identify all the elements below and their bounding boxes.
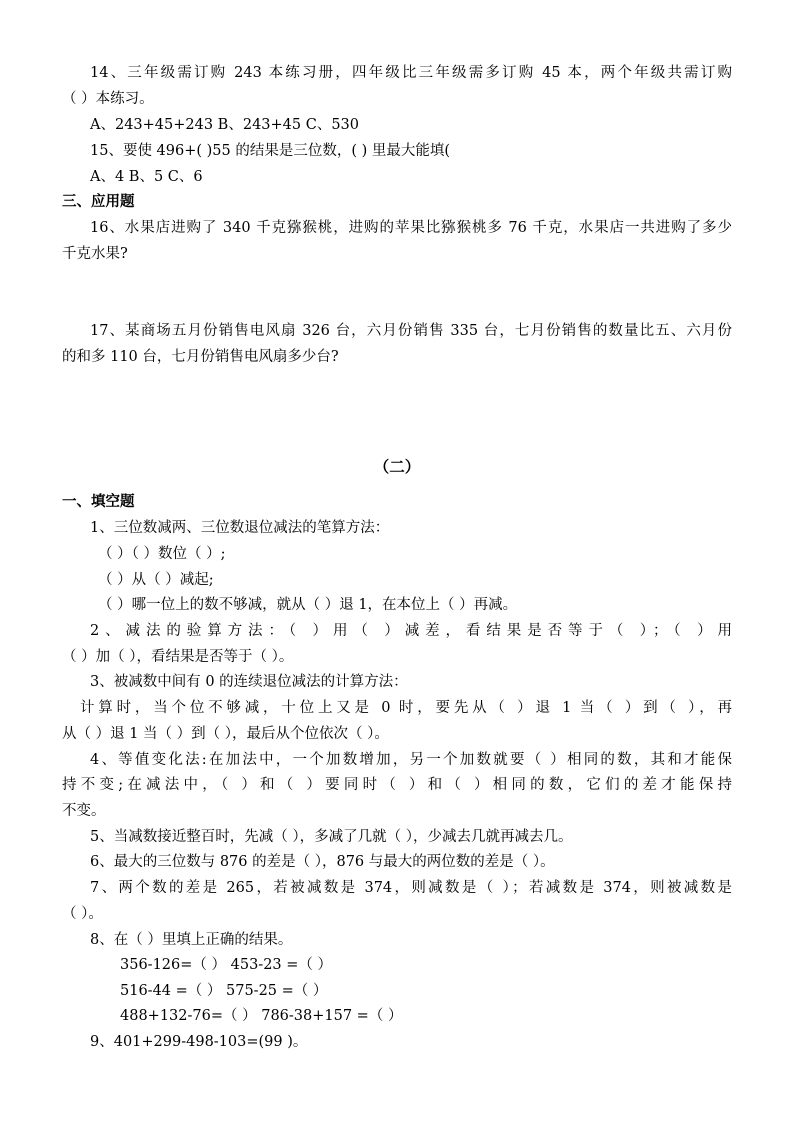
question-3-line-1: 计算时，当个位不够减，十位上又是 0 时，要先从（ ）退 1 当（ ）到（ ），再 [80, 700, 732, 716]
question-16-line-2: 千克水果? [62, 246, 128, 262]
question-4-line-2: 持不变;在减法中，（ ）和（ ）要同时（ ）和（ ）相同的数，它们的差才能保持 [62, 777, 732, 793]
question-8-row-2: 516-44 =（ ） 575-25 =（ ） [120, 983, 328, 999]
question-14-line-2: （ ）本练习。 [62, 91, 154, 107]
question-15: 15、要使 496+( )55 的结果是三位数，( ) 里最大能填( [90, 143, 451, 159]
question-8-row-3: 488+132-76=（ ） 786-38+157 =（ ） [120, 1008, 403, 1024]
question-3: 3、被减数中间有 0 的连续退位减法的计算方法： [90, 674, 408, 690]
question-5: 5、当减数接近整百时，先减（ ），多减了几就（ ），少减去几就再减去几。 [90, 829, 573, 845]
question-9: 9、401+299-498-103=(99 )。 [90, 1034, 308, 1050]
question-14-options: A、243+45+243 B、243+45 C、530 [90, 117, 359, 133]
question-15-options: A、4 B、5 C、6 [90, 169, 203, 185]
section-heading-fill-blanks: 一、填空题 [62, 494, 135, 510]
question-2-line-1: 2、减法的验算方法：（ ）用（ ）减差，看结果是否等于（ ）；（ ）用 [90, 623, 732, 639]
question-6: 6、最大的三位数与 876 的差是（ ），876 与最大的两位数的差是（ ）。 [90, 854, 555, 870]
question-3-line-2: 从（ ）退 1 当（ ）到（ ），最后从个位依次（ ）。 [62, 726, 389, 742]
question-4-line-3: 不变。 [62, 803, 106, 819]
question-7-line-2: （ ）。 [62, 906, 103, 922]
question-1: 1、三位数减两、三位数退位减法的笔算方法： [90, 520, 390, 536]
question-7-line-1: 7、两个数的差是 265，若被减数是 374，则减数是（ ）；若减数是 374，则被减数是 [90, 880, 732, 896]
question-14-line-1: 14、三年级需订购 243 本练习册，四年级比三年级需多订购 45 本，两个年级共需订购 [90, 65, 732, 81]
question-16-line-1: 16、水果店进购了 340 千克猕猴桃，进购的苹果比猕猴桃多 76 千克，水果店一共进购了多少 [90, 220, 732, 236]
question-17-line-1: 17、某商场五月份销售电风扇 326 台，六月份销售 335 台，七月份销售的数量比五、六月份 [90, 323, 732, 339]
question-8: 8、在（ ）里填上正确的结果。 [90, 932, 293, 948]
question-1-step-b: （ ）从（ ）减起; [98, 572, 214, 588]
question-2-line-2: （ ）加（ ），看结果是否等于（ ）。 [62, 649, 294, 665]
question-4-line-1: 4、等值变化法:在加法中，一个加数增加，另一个加数就要（ ）相同的数，其和才能保 [90, 752, 732, 768]
section-heading-applications: 三、应用题 [62, 194, 135, 210]
part-title: （二） [373, 458, 421, 476]
question-1-step-a: （ ）（ ）数位（ ）; [98, 546, 226, 562]
question-1-step-c: （ ）哪一位上的数不够减，就从（ ）退 1，在本位上（ ）再减。 [98, 597, 518, 613]
question-8-row-1: 356-126=（ ） 453-23 =（ ） [120, 957, 333, 973]
question-17-line-2: 的和多 110 台，七月份销售电风扇多少台? [62, 349, 339, 365]
